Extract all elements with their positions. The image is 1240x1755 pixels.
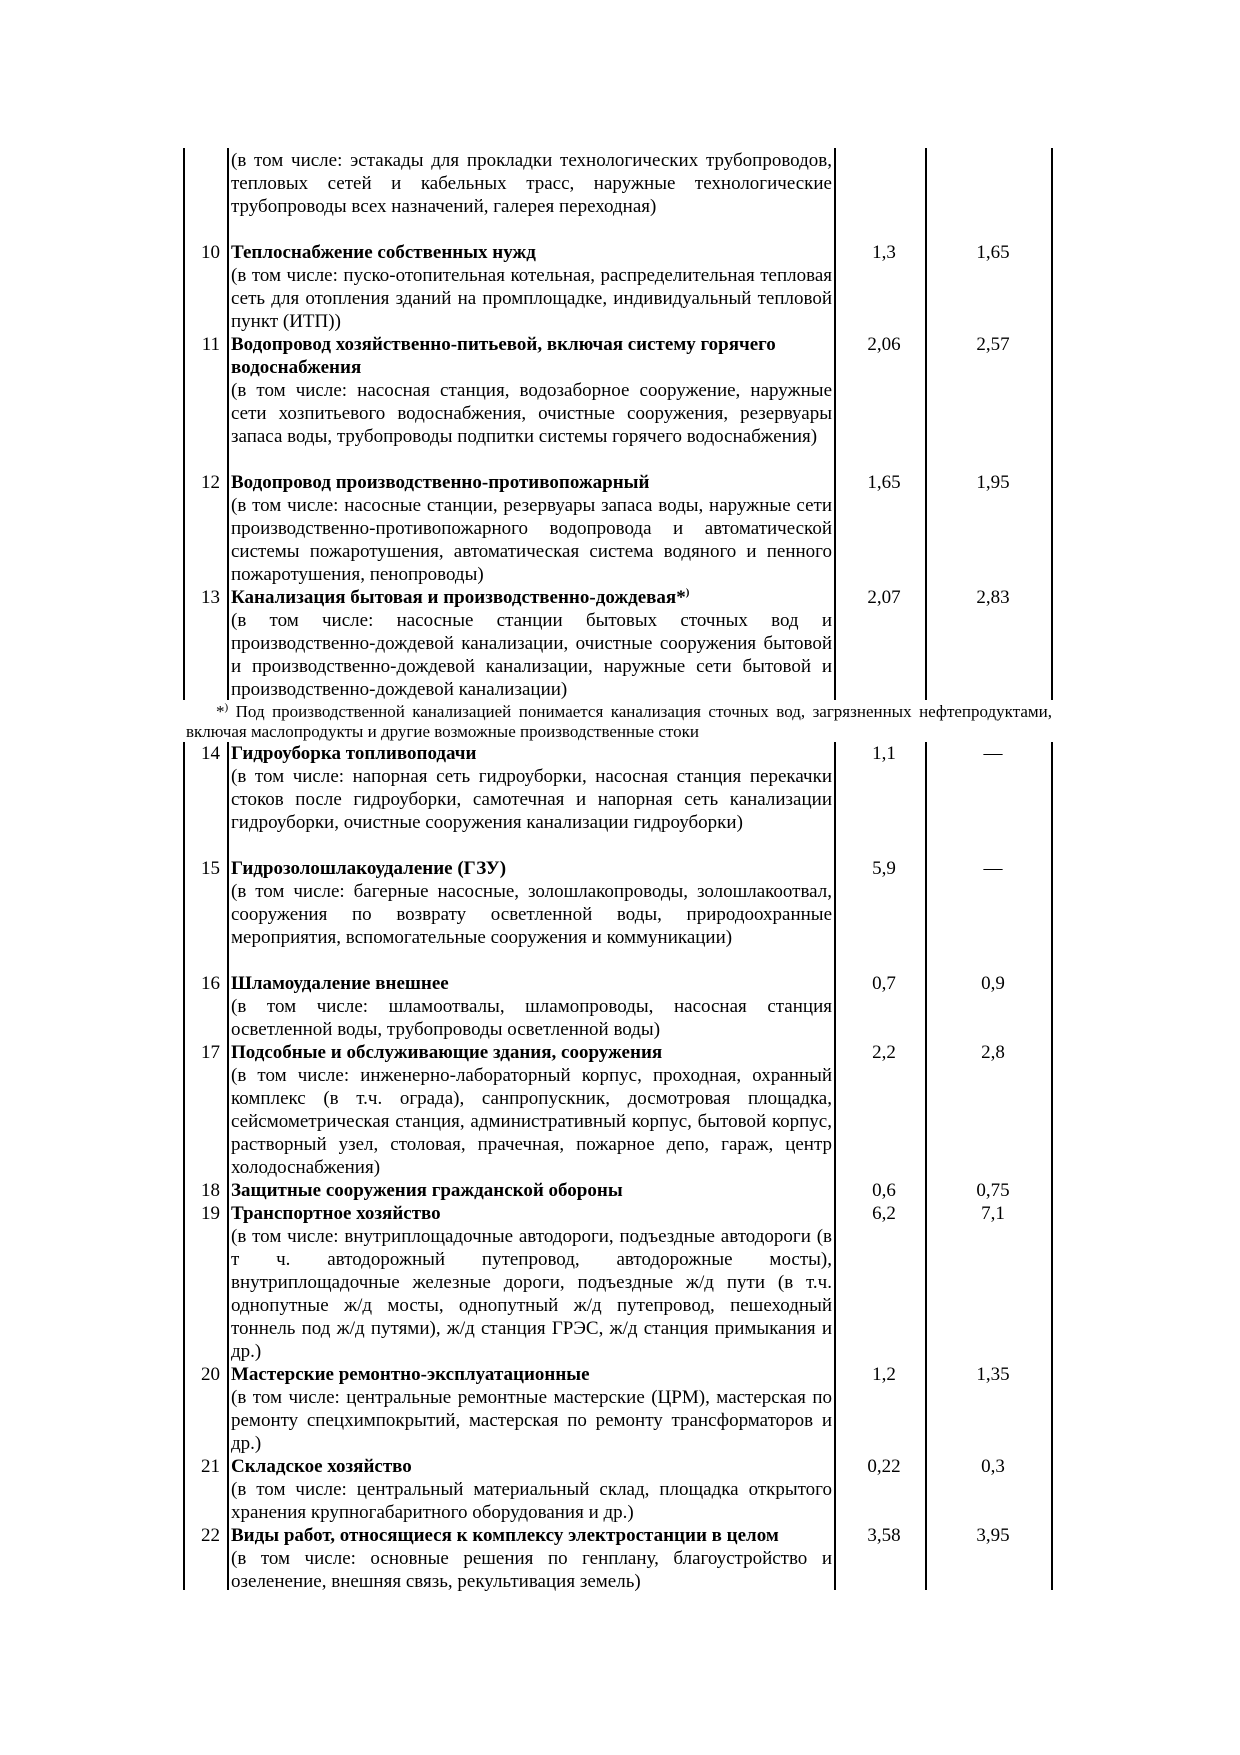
row-detail: (в том числе: внутриплощадочные автодороги, подъездные автодороги (в т ч. автодорожный путепровод, автодорожные мосты), внутриплощадочные железные дороги, подъездные ж/д пути (в т.ч. однопутные ж/д мосты, однопутный ж/д путепровод, пешеходный тоннель под ж/д путями), ж/д станция ГРЭС, ж/д станция примыкания и др.) — [231, 1226, 832, 1362]
row-detail: (в том числе: эстакады для прокладки технологических трубопроводов, тепловых сетей и кабельных трасс, наружные технологические трубопроводы всех назначений, галерея переходная) — [231, 150, 832, 217]
table-border-num-desc-upper — [227, 148, 229, 700]
row-title: Подсобные и обслуживающие здания, сооружения — [231, 1042, 663, 1063]
row-title: Виды работ, относящиеся к комплексу электростанции в целом — [231, 1525, 779, 1546]
row-number: 10 — [201, 242, 220, 263]
row-title: Защитные сооружения гражданской обороны — [231, 1180, 623, 1201]
row-description — [231, 1202, 832, 1363]
row-value-1: 2,07 — [867, 587, 901, 608]
table-border-desc-v1-upper — [834, 148, 836, 700]
row-description — [231, 1041, 832, 1179]
footnote-mark-sup: ) — [224, 701, 229, 714]
footnote-text: Под производственной канализацией понимается канализация сточных вод, загрязненных нефтепродуктами, включая маслопродукты и другие возможные производственные стоки — [186, 702, 1052, 741]
row-title: Гидрозолошлакоудаление (ГЗУ) — [231, 858, 507, 879]
row-number: 16 — [201, 973, 220, 994]
row-value-1: 1,65 — [867, 472, 901, 493]
footnote-ref: ) — [685, 586, 690, 599]
row-detail: (в том числе: насосная станция, водозаборное сооружение, наружные сети хозпитьевого водоснабжения, очистные сооружения, резервуары запаса воды, трубопроводы подпитки системы горячего водоснабжения) — [231, 380, 832, 447]
row-description — [231, 1363, 832, 1455]
footnote-mark — [186, 702, 228, 721]
row-title: Шламоудаление внешнее — [231, 973, 449, 994]
row-value-2: 1,95 — [976, 472, 1010, 493]
row-number: 14 — [201, 743, 220, 764]
row-value-2: 0,75 — [976, 1180, 1010, 1201]
row-description — [231, 149, 832, 218]
row-value-1: 0,7 — [872, 973, 896, 994]
row-number: 21 — [201, 1456, 220, 1477]
row-title: Складское хозяйство — [231, 1456, 412, 1477]
row-value-1: 1,3 — [872, 242, 896, 263]
row-detail: (в том числе: насосные станции бытовых сточных вод и производственно-дождевой канализации, очистные сооружения бытовой и производственно-дождевой канализации, наружные сети бытовой и производственно-дождевой канализации) — [231, 610, 832, 700]
row-value-2: — — [983, 743, 1003, 764]
row-detail: (в том числе: инженерно-лабораторный корпус, проходная, охранный комплекс (в т.ч. ограда), санпропускник, досмотровая площадка, сейсмометрическая станция, административный корпус, бытовой корпус, растворный узел, столовая, прачечная, пожарное депо, гараж, центр холодоснабжения) — [231, 1065, 832, 1178]
row-title: Водопровод производственно-противопожарный — [231, 472, 650, 493]
row-title: Транспортное хозяйство — [231, 1203, 441, 1224]
row-value-2: 2,83 — [976, 587, 1010, 608]
table-border-desc-v1-lower — [834, 742, 836, 1590]
row-number: 18 — [201, 1180, 220, 1201]
row-detail: (в том числе: багерные насосные, золошлакопроводы, золошлакоотвал, сооружения по возврату осветленной воды, природоохранные мероприятия, вспомогательные сооружения и коммуникации) — [231, 881, 832, 948]
footnote-mark-symbol: * — [216, 702, 225, 721]
row-description — [231, 742, 832, 834]
row-value-1: 2,2 — [872, 1042, 896, 1063]
row-description — [231, 471, 832, 586]
table-border-right-upper — [1051, 148, 1053, 700]
row-description — [231, 333, 832, 448]
row-number: 17 — [201, 1042, 220, 1063]
table-border-left-lower — [183, 742, 185, 1590]
row-detail: (в том числе: пуско-отопительная котельная, распределительная тепловая сеть для отопления зданий на промплощадке, индивидуальный тепловой пункт (ИТП)) — [231, 265, 832, 332]
row-number: 13 — [201, 587, 220, 608]
row-value-2: 2,57 — [976, 334, 1010, 355]
row-number: 11 — [201, 334, 220, 355]
row-description — [231, 857, 832, 949]
row-detail: (в том числе: шламоотвалы, шламопроводы, насосная станция осветленной воды, трубопроводы осветленной воды) — [231, 996, 832, 1040]
row-value-1: 1,2 — [872, 1364, 896, 1385]
row-value-2: 7,1 — [981, 1203, 1005, 1224]
row-value-2: — — [983, 858, 1003, 879]
row-description — [231, 586, 832, 701]
row-description — [231, 241, 832, 333]
row-value-2: 1,65 — [976, 242, 1010, 263]
row-title: Мастерские ремонтно-эксплуатационные — [231, 1364, 590, 1385]
row-value-1: 0,22 — [867, 1456, 901, 1477]
row-value-1: 2,06 — [867, 334, 901, 355]
row-description — [231, 972, 832, 1041]
row-value-1: 5,9 — [872, 858, 896, 879]
row-description — [231, 1179, 832, 1202]
row-value-1: 3,58 — [867, 1525, 901, 1546]
row-value-1: 1,1 — [872, 743, 896, 764]
row-value-2: 0,3 — [981, 1456, 1005, 1477]
row-description — [231, 1455, 832, 1524]
row-value-2: 3,95 — [976, 1525, 1010, 1546]
row-number: 20 — [201, 1364, 220, 1385]
row-number: 19 — [201, 1203, 220, 1224]
table-border-v1-v2-upper — [925, 148, 927, 700]
row-title — [231, 586, 832, 609]
row-detail: (в том числе: центральный материальный склад, площадка открытого хранения крупногабаритного оборудования и др.) — [231, 1479, 832, 1523]
table-border-num-desc-lower — [227, 742, 229, 1590]
row-detail: (в том числе: центральные ремонтные мастерские (ЦРМ), мастерская по ремонту спецхимпокрытий, мастерская по ремонту трансформаторов и др.) — [231, 1387, 832, 1454]
row-title: Теплоснабжение собственных нужд — [231, 242, 536, 263]
row-title-text: Канализация бытовая и производственно-дождевая* — [231, 587, 686, 608]
row-number: 15 — [201, 858, 220, 879]
row-value-2: 0,9 — [981, 973, 1005, 994]
row-number: 22 — [201, 1525, 220, 1546]
row-value-1: 0,6 — [872, 1180, 896, 1201]
row-value-1: 6,2 — [872, 1203, 896, 1224]
table-border-left-upper — [183, 148, 185, 700]
row-detail: (в том числе: напорная сеть гидроуборки, насосная станция перекачки стоков после гидроуборки, самотечная и напорная сеть канализации гидроуборки, очистные сооружения канализации гидроуборки) — [231, 766, 832, 833]
row-title: Гидроуборка топливоподачи — [231, 743, 477, 764]
footnote — [186, 702, 1052, 742]
row-number: 12 — [201, 472, 220, 493]
row-detail: (в том числе: насосные станции, резервуары запаса воды, наружные сети производственно-противопожарного водопровода и автоматической системы пожаротушения, автоматическая система водяного и пенного пожаротушения, пенопроводы) — [231, 495, 832, 585]
row-title: Водопровод хозяйственно-питьевой, включая систему горячего водоснабжения — [231, 334, 776, 378]
row-detail: (в том числе: основные решения по генплану, благоустройство и озеленение, внешняя связь, рекультивация земель) — [231, 1548, 832, 1592]
row-value-2: 1,35 — [976, 1364, 1010, 1385]
row-description — [231, 1524, 832, 1593]
row-value-2: 2,8 — [981, 1042, 1005, 1063]
